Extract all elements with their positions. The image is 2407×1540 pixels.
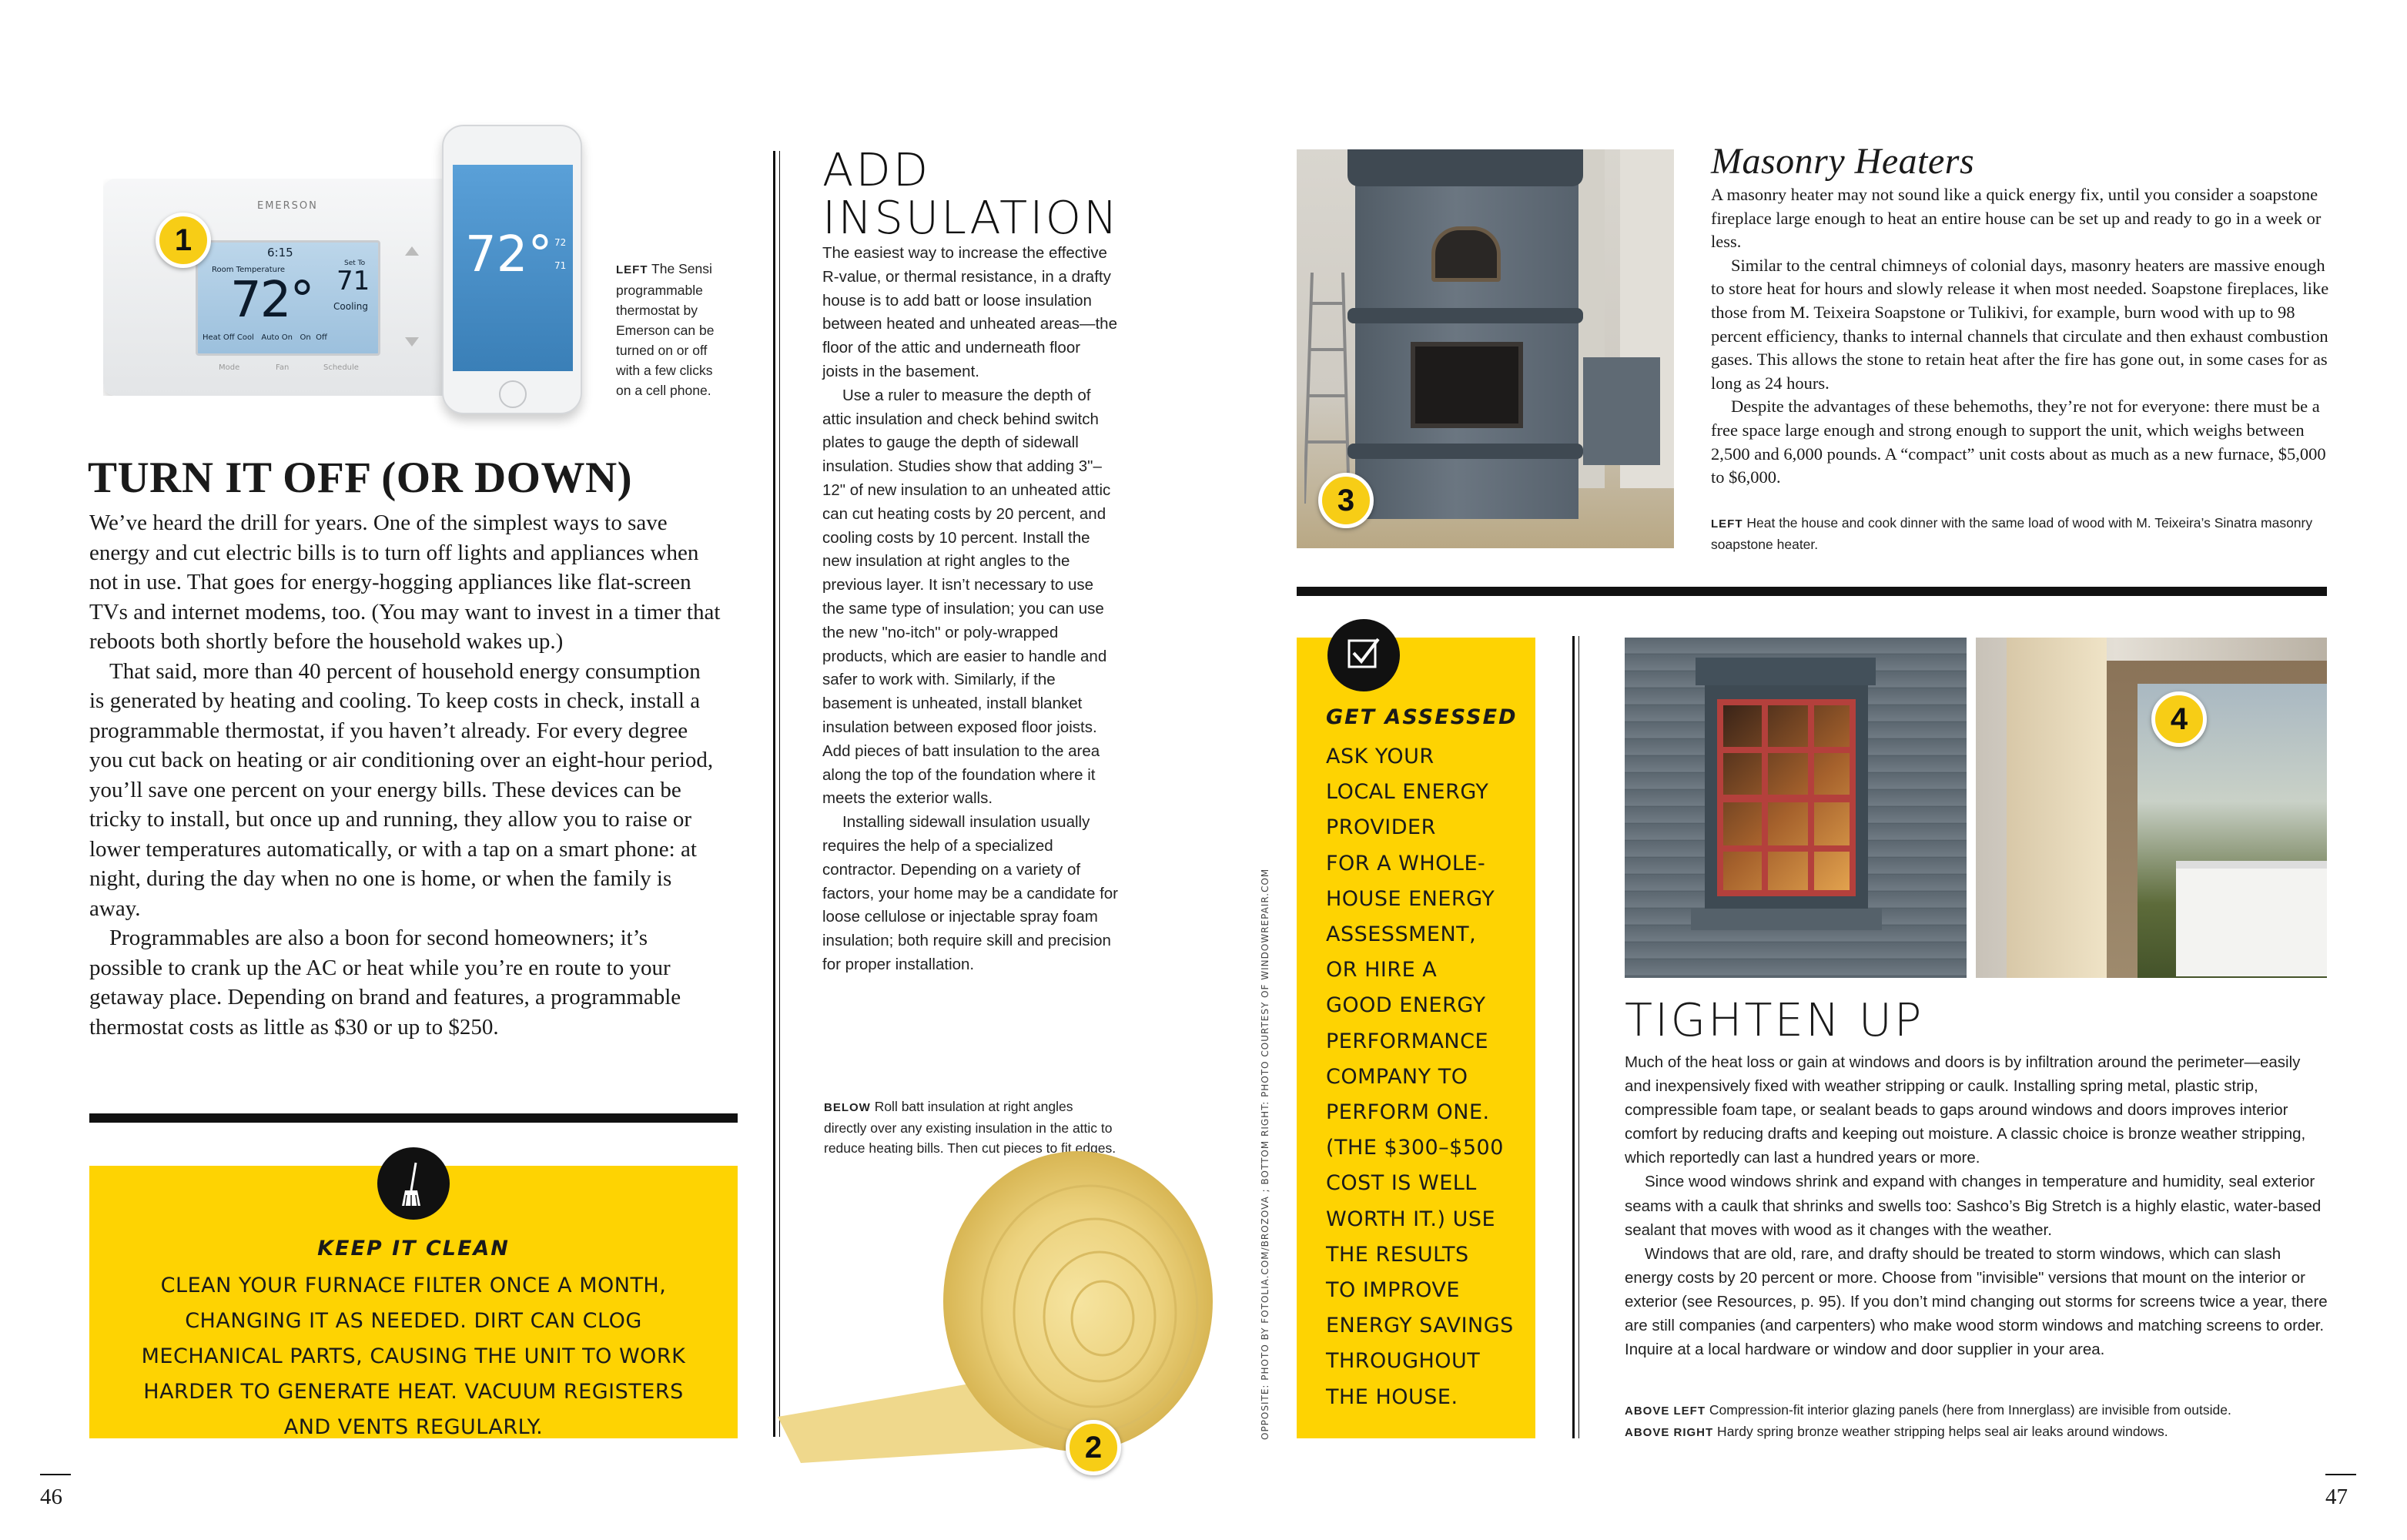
phone-screen bbox=[453, 165, 573, 371]
assessed-line: PERFORM ONE. bbox=[1326, 1100, 1490, 1125]
assessed-line: THROUGHOUT bbox=[1326, 1349, 1481, 1374]
broom-icon bbox=[377, 1147, 450, 1220]
thermostat-room-label: Room Temperature bbox=[212, 266, 285, 274]
section-rule-right bbox=[1297, 587, 2327, 596]
caption-lead: ABOVE LEFT bbox=[1625, 1404, 1706, 1418]
caption-text: Compression-fit interior glazing panels (here from Innerglass) are invisible from outside. bbox=[1706, 1402, 2231, 1418]
section-rule bbox=[89, 1113, 738, 1123]
thermostat-setto: 71 bbox=[336, 266, 370, 296]
tighten-up-heading: TIGHTEN UP bbox=[1625, 993, 1924, 1046]
tip-box-body: CLEAN YOUR FURNACE FILTER ONCE A MONTH, CHANGING IT AS NEEDED. DIRT CAN CLOG MECHANICAL PARTS, CAUSING THE UNIT TO WORK HARDER TO GENERATE HEAT. VACUUM REGISTERS AND VENTS REGULARLY. bbox=[141, 1274, 686, 1439]
thermostat-mode: Cooling bbox=[333, 301, 368, 312]
thermostat-temp: 72° bbox=[230, 272, 313, 329]
caption-above-right bbox=[1625, 1421, 2333, 1443]
paragraph: Use a ruler to measure the depth of attic insulation and check behind switch plates to gauge the depth of sidewall insulation. Studies show that adding 3"–12" of new insulation to an unheated attic can cut heating costs by 20 percent, and cooling costs by 10 percent. Install the new insulation at right angles to the previous layer. It isn’t necessary to use the same type of insulation; you can use the new "no-itch" or poly-wrapped products, which are easier to handle and safer to work with. Similarly, if the basement is unheated, install blanket insulation between exposed floor joists. Add pieces of batt insulation to the area along the top of the foundation where it meets the exterior walls. bbox=[822, 386, 1111, 808]
tighten-body bbox=[1625, 1050, 2328, 1361]
assessed-line: PERFORMANCE bbox=[1326, 1029, 1489, 1053]
assessed-line: ENERGY SAVINGS bbox=[1326, 1314, 1514, 1338]
paragraph: The easiest way to increase the effective R-value, or thermal resistance, in a drafty house is to add batt or loose insulation between heated and unheated areas—the floor of the attic and underneath floor joists in the basement. bbox=[822, 244, 1117, 380]
photo-credit: OPPOSITE: PHOTO BY FOTOLIA.COM/BROZOVA ; BOTTOM RIGHT: PHOTO COURTESY OF WINDOWREPAIR.COM bbox=[1260, 868, 1270, 1440]
assessed-line: WORTH IT.) USE bbox=[1326, 1207, 1496, 1231]
thermostat-softkey-mode: Mode bbox=[219, 363, 240, 372]
folio-rule-left bbox=[40, 1474, 71, 1475]
thermostat-brand: EMERSON bbox=[257, 200, 318, 212]
masonry-caption bbox=[1711, 513, 2335, 554]
checklist-icon bbox=[1327, 619, 1400, 691]
caption-text: Roll batt insulation at right angles directly over any existing insulation in the attic to reduce heating bills. Then cut pieces to fit edges. bbox=[824, 1099, 1116, 1156]
badge-4: 4 bbox=[2151, 691, 2207, 747]
assessed-line: LOCAL ENERGY bbox=[1326, 780, 1489, 805]
thermostat-caption bbox=[616, 259, 724, 400]
caption-lead: ABOVE RIGHT bbox=[1625, 1426, 1714, 1439]
caption-text: Hardy spring bronze weather stripping helps seal air leaks around windows. bbox=[1713, 1424, 2168, 1439]
phone-photo bbox=[442, 125, 582, 414]
paragraph: Programmables are also a boon for second homeowners; it’s possible to crank up the AC or heat while you’re en route to your getaway place. Depending on brand and features, a programmable thermostat costs as little as $30 or up to $250. bbox=[89, 926, 681, 1040]
thermostat-photo bbox=[103, 179, 465, 396]
phone-temp: 72° bbox=[465, 226, 553, 283]
thermostat-softkey-fan: Fan bbox=[276, 363, 290, 372]
tip-box-title: KEEP IT CLEAN bbox=[317, 1237, 510, 1260]
phone-home-button bbox=[499, 380, 527, 408]
badge-3: 3 bbox=[1318, 473, 1374, 528]
assessed-line: COST IS WELL bbox=[1326, 1171, 1477, 1196]
caption-lead: BELOW bbox=[824, 1101, 871, 1114]
assessed-line: FOR A WHOLE- bbox=[1326, 851, 1486, 875]
assessed-line: PROVIDER bbox=[1326, 815, 1436, 840]
assessed-line: COMPANY TO bbox=[1326, 1064, 1468, 1089]
assessed-line: (THE $300–$500 bbox=[1326, 1136, 1504, 1160]
tip-box-text bbox=[120, 1237, 707, 1445]
weatherstrip-photo bbox=[1976, 638, 2327, 978]
badge-1: 1 bbox=[156, 213, 211, 268]
up-arrow-icon bbox=[405, 246, 419, 256]
paragraph: Installing sidewall insulation usually requires the help of a specialized contractor. Depending on a variety of factors, your home may be a candidate for loose cellulose or injectable spray foam insulation; both require skill and precision for proper installation. bbox=[822, 813, 1119, 973]
assessed-lines bbox=[1326, 739, 1514, 1415]
assessed-line: TO IMPROVE bbox=[1326, 1278, 1460, 1303]
badge-2: 2 bbox=[1066, 1420, 1121, 1475]
get-assessed-box bbox=[1297, 638, 1535, 1438]
heading-line-1: ADD bbox=[822, 143, 931, 196]
add-insulation-heading bbox=[822, 143, 1120, 244]
page-number-47: 47 bbox=[2325, 1485, 2348, 1509]
column-divider-1 bbox=[773, 151, 775, 1437]
paragraph: A masonry heater may not sound like a quick energy fix, until you consider a soapstone fireplace large enough to heat an entire house can be set up and ready to go in a week or less. bbox=[1711, 185, 2322, 252]
paragraph: Much of the heat loss or gain at windows and doors is by infiltration around the perimeter—easily and inexpensively fixed with weather stripping or caulk. Installing spring metal, plastic strip, compressible foam tape, or sealant beads to gaps around windows and doors improves interior comfort by reducing drafts and keeping out moisture. A classic choice is bronze weather stripping, which reportedly can last a hundred years or more. bbox=[1625, 1053, 2306, 1167]
turn-it-off-body bbox=[89, 508, 721, 1042]
ladder-icon bbox=[1304, 273, 1351, 504]
caption-lead: LEFT bbox=[1711, 517, 1743, 531]
caption-lead: LEFT bbox=[616, 263, 648, 276]
caption-text: The Sensi programmable thermostat by Emerson can be turned on or off with a few clicks on a cell phone. bbox=[616, 261, 715, 398]
assessed-line: ASSESSMENT, bbox=[1326, 922, 1477, 947]
thermostat-setto-label: Set To bbox=[344, 259, 366, 267]
thermostat-time: 6:15 bbox=[267, 246, 293, 259]
caption-text: Heat the house and cook dinner with the same load of wood with M. Teixeira’s Sinatra masonry soapstone heater. bbox=[1711, 515, 2313, 552]
folio-rule-right bbox=[2325, 1474, 2356, 1475]
heading-line-2: INSULATION bbox=[822, 191, 1120, 244]
assessed-line: THE RESULTS bbox=[1326, 1242, 1469, 1267]
thermostat-buttons: Heat Off Cool Auto On On Off bbox=[203, 333, 327, 342]
assessed-line: GOOD ENERGY bbox=[1326, 993, 1486, 1018]
window-captions bbox=[1625, 1400, 2333, 1443]
paragraph: Since wood windows shrink and expand with changes in temperature and humidity, seal exterior seams with a caulk that shrinks and swells too: Sashco’s Big Stretch is a highly elastic, water-based sealant that moves with wood as it changes with the weather. bbox=[1625, 1173, 2322, 1239]
paragraph: Despite the advantages of these behemoths, they’re not for everyone: there must be a free space large enough and strong enough to support the unit, which weighs between 2,500 and 6,000 pounds. A “compact” unit costs about as much as a new furnace, $5,000 to $6,000. bbox=[1711, 397, 2326, 487]
assessed-line: ASK YOUR bbox=[1326, 745, 1434, 768]
thermostat-softkey-schedule: Schedule bbox=[323, 363, 359, 372]
window-photo bbox=[1625, 638, 1967, 978]
insulation-body bbox=[822, 242, 1118, 977]
thermostat-screen bbox=[196, 240, 380, 356]
down-arrow-icon bbox=[405, 337, 419, 346]
turn-it-off-headline: TURN IT OFF (OR DOWN) bbox=[88, 454, 633, 502]
assessed-line: HOUSE ENERGY bbox=[1326, 886, 1495, 911]
phone-side-value-2: 71 bbox=[554, 260, 567, 271]
paragraph: That said, more than 40 percent of household energy consumption is generated by heating and cooling. To keep costs in check, install a programmable thermostat, if you haven’t already. For every degree you cut back on heating or air conditioning over an eight-hour period, you’ll save one percent on your energy bills. These devices can be tricky to install, but once up and running, they allow you to raise or lower temperatures automatically, or with a tap on a smart phone: at night, during the day when no one is home, or when the family is away. bbox=[89, 658, 714, 921]
paragraph: We’ve heard the drill for years. One of the simplest ways to save energy and cut electric bills is to turn off lights and appliances when not in use. That goes for energy-hogging appliances like flat-screen TVs and internet modems, too. (You may want to invest in a timer that reboots both shortly before the household wakes up.) bbox=[89, 511, 721, 654]
caption-above-left bbox=[1625, 1400, 2333, 1421]
phone-side-value-1: 72 bbox=[554, 237, 567, 248]
column-divider-2b bbox=[1578, 636, 1579, 1438]
page-number-46: 46 bbox=[40, 1485, 62, 1509]
paragraph: Similar to the central chimneys of colonial days, masonry heaters are massive enough to store heat for hours and slowly release it when most needed. Soapstone fireplaces, like those from M. Teixeira Soapstone or Tulikivi, for example, burn wood with up to 98 percent efficiency, thanks to internal channels that circulate and then exhaust combustion gases. This allows the stone to retain heat after the fire has gone out, in some cases for as long as 24 hours. bbox=[1711, 255, 2329, 393]
masonry-body bbox=[1711, 183, 2332, 490]
assessed-line: THE HOUSE. bbox=[1326, 1384, 1458, 1409]
assessed-line: OR HIRE A bbox=[1326, 958, 1438, 983]
assessed-title: GET ASSESSED bbox=[1326, 705, 1518, 729]
insulation-roll-photo bbox=[778, 1078, 1217, 1463]
paragraph: Windows that are old, rare, and drafty should be treated to storm windows, which can slash energy costs by 20 percent or more. Choose from "invisible" versions that mount on the interior or exterior (see Resources, p. 95). If you don’t mind changing out storms for screens twice a year, there are still companies (and carpenters) who make wood storm windows and matching screens to order. Inquire at a local hardware or window and door supplier in your area. bbox=[1625, 1244, 2328, 1359]
masonry-heaters-heading: Masonry Heaters bbox=[1711, 141, 1975, 182]
column-divider-2 bbox=[1572, 636, 1575, 1438]
